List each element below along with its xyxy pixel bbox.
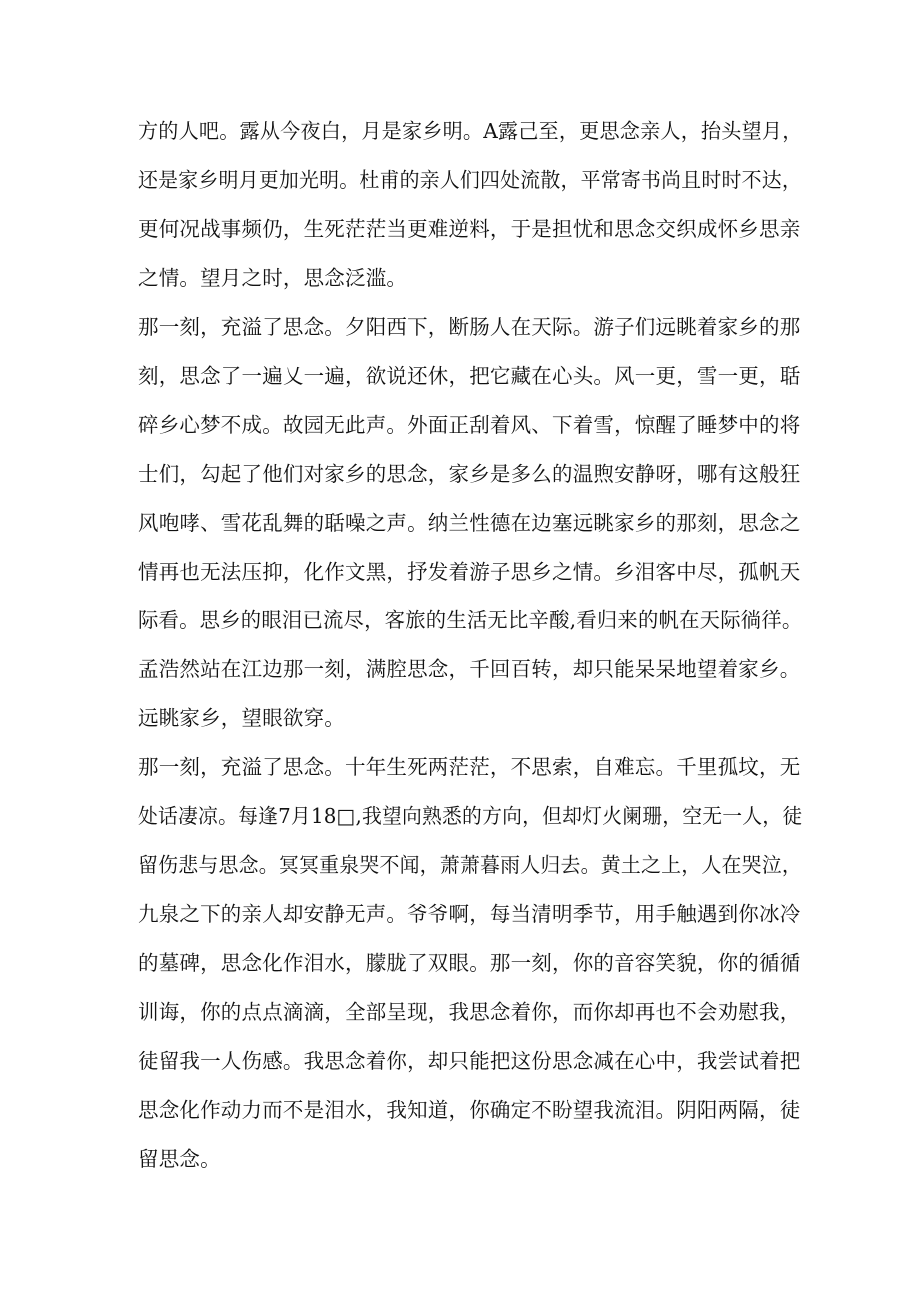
text-line: 那一刻，充溢了思念。十年生死两茫茫，不思索，自难忘。千里孤坟，无 xyxy=(138,755,801,779)
text-line: 徒留我一人伤感。我思念着你，却只能把这份思念减在心中，我尝试着把 xyxy=(138,1049,801,1073)
text-line: 思念化作动力而不是泪水，我知道，你确定不盼望我流泪。阴阳两隔，徒 xyxy=(138,1098,801,1122)
text-line: 风咆哮、雪花乱舞的聒噪之声。纳兰性德在边塞远眺家乡的那刻，思念之 xyxy=(138,511,801,535)
text-line: 的墓碑，思念化作泪水，朦胧了双眼。那一刻，你的音容笑貌，你的循循 xyxy=(138,951,801,975)
text-line: 方的人吧。露从今夜白，月是家乡明。A露己至，更思念亲人，抬头望月， xyxy=(138,119,803,143)
text-line: 更何况战事频仍，生死茫茫当更难逆料，于是担忧和思念交织成怀乡思亲 xyxy=(138,217,801,241)
text-line: 际看。思乡的眼泪已流尽，客旅的生活无比辛酸,看归来的帆在天际徜徉。 xyxy=(138,608,803,632)
text-line: 士们，勾起了他们对家乡的思念，家乡是多么的温煦安静呀，哪有这般狂 xyxy=(138,462,801,486)
text-line: 训诲，你的点点滴滴，全部呈现，我思念着你，而你却再也不会劝慰我， xyxy=(138,1000,801,1024)
text-line: 碎乡心梦不成。故园无此声。外面正刮着风、下着雪，惊醒了睡梦中的将 xyxy=(138,413,801,437)
text-line: 九泉之下的亲人却安静无声。爷爷啊，每当清明季节，用手触遇到你冰冷 xyxy=(138,902,801,926)
text-line: 孟浩然站在江边那一刻，满腔思念，千回百转，却只能呆呆地望着家乡。 xyxy=(138,657,801,681)
text-line: 远眺家乡，望眼欲穿。 xyxy=(138,706,345,730)
text-line: 留伤悲与思念。冥冥重泉哭不闻，萧萧暮雨人归去。黄土之上，人在哭泣， xyxy=(138,853,802,877)
text-line: 之情。望月之时，思念泛滥。 xyxy=(138,266,408,290)
text-line: 处话凄凉。每逢7月18□,我望向熟悉的方向，但却灯火阑珊，空无一人，徒 xyxy=(138,804,803,828)
text-line: 情再也无法压抑，化作文黑，抒发着游子思乡之情。乡泪客中尽，孤帆天 xyxy=(138,560,801,584)
text-line: 刻，思念了一遍乂一遍，欲说还休，把它藏在心头。风一更，雪一更，聒 xyxy=(138,364,801,388)
text-line: 还是家乡明月更加光明。杜甫的亲人们四处流散，平常寄书尚且时时不达， xyxy=(138,168,802,192)
text-line: 留思念。 xyxy=(138,1147,221,1171)
text-line: 那一刻，充溢了思念。夕阳西下，断肠人在天际。游子们远眺着家乡的那 xyxy=(138,315,801,339)
